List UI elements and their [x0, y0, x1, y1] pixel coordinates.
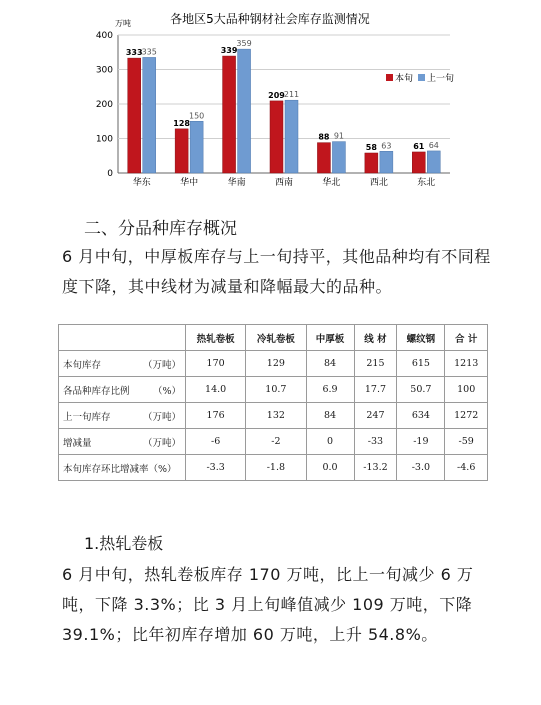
bar-value-label: 64: [428, 140, 439, 150]
legend-label: 本旬: [395, 74, 414, 84]
table-header: 螺纹钢: [397, 325, 445, 351]
bar-previous: [285, 100, 298, 173]
table-cell: -19: [397, 429, 445, 455]
table-cell: -59: [445, 429, 488, 455]
x-category-label: 华南: [227, 178, 246, 188]
legend-label: 上一旬: [427, 74, 455, 84]
table-cell: -4.6: [445, 455, 488, 481]
table-cell: 14.0: [186, 377, 246, 403]
x-category-label: 西南: [274, 178, 294, 188]
x-category-label: 华北: [322, 178, 341, 188]
table-row: [59, 403, 488, 429]
table-cell: 215: [354, 351, 397, 377]
x-category-label: 华中: [180, 178, 199, 188]
y-tick-label: 400: [95, 31, 113, 41]
x-category-label: 西北: [369, 178, 388, 188]
bar-value-label: 63: [381, 141, 392, 151]
table-row: [59, 455, 488, 481]
table-header: 合 计: [445, 325, 488, 351]
table-cell: -1.8: [246, 455, 306, 481]
section-title: 二、分品种库存概况: [84, 219, 237, 239]
table-row: [59, 429, 488, 455]
table-cell: 170: [186, 351, 246, 377]
row-label: [59, 351, 186, 377]
table-cell: 84: [306, 403, 354, 429]
inventory-table: [58, 324, 488, 481]
y-axis-unit: 万吨: [115, 19, 131, 28]
paragraph-intro: [62, 242, 502, 302]
table-cell: 247: [354, 403, 397, 429]
table-cell: 6.9: [306, 377, 354, 403]
table-header: 热轧卷板: [186, 325, 246, 351]
table-cell: -2: [246, 429, 306, 455]
table-cell: 132: [246, 403, 306, 429]
table-cell: 634: [397, 403, 445, 429]
row-label: [59, 403, 186, 429]
y-tick-label: 200: [95, 100, 113, 110]
row-label-text: 各品种库存比例: [63, 385, 130, 397]
row-label-text: 本旬库存: [63, 359, 102, 371]
bar-previous: [143, 57, 156, 173]
bar-current: [128, 58, 141, 173]
bar-value-label: 359: [236, 39, 252, 49]
table-corner-cell: [59, 325, 186, 351]
table-cell: 615: [397, 351, 445, 377]
bar-previous: [427, 151, 440, 173]
bar-previous: [380, 151, 393, 173]
table-cell: -3.0: [397, 455, 445, 481]
bar-current: [317, 143, 330, 173]
table-cell: 17.7: [354, 377, 397, 403]
bar-current: [270, 101, 283, 173]
row-label: [59, 429, 186, 455]
x-category-label: 华东: [132, 178, 151, 188]
table-cell: 84: [306, 351, 354, 377]
bar-current: [223, 56, 236, 173]
table-header: 中厚板: [306, 325, 354, 351]
row-label: [59, 377, 186, 403]
bar-current: [412, 152, 425, 173]
bar-value-label: 333: [125, 48, 143, 58]
bar-value-label: 91: [333, 131, 345, 141]
bar-value-label: 339: [220, 46, 238, 56]
bar-previous: [332, 142, 345, 173]
bar-value-label: 58: [365, 142, 377, 152]
paragraph-intro-text: 6 月中旬，中厚板库存与上一旬持平，其他品种均有不同程度下降，其中线材为减量和降幅最大的品种。: [62, 247, 491, 296]
paragraph-hot-rolled-text: 6 月中旬，热轧卷板库存 170 万吨，比上一旬减少 6 万吨，下降 3.3%；比 3 月上旬峰值减少 109 万吨，下降 39.1%；比年初库存增加 60 万吨，上升 54.8%。: [62, 565, 474, 644]
table-cell: 100: [445, 377, 488, 403]
table-header: 冷轧卷板: [246, 325, 306, 351]
row-label-text: 上一旬库存: [63, 411, 111, 423]
table-cell: 10.7: [246, 377, 306, 403]
row-label-text: 增减量: [63, 437, 92, 449]
inventory-bar-chart: [0, 0, 541, 210]
table-cell: -13.2: [354, 455, 397, 481]
bar-current: [175, 129, 188, 173]
row-unit: （%）: [152, 385, 181, 397]
table-cell: -3.3: [186, 455, 246, 481]
bar-value-label: 150: [189, 111, 205, 121]
row-label: [59, 455, 186, 481]
bar-value-label: 61: [413, 141, 425, 151]
table-cell: 50.7: [397, 377, 445, 403]
table-cell: 0: [306, 429, 354, 455]
row-unit: （万吨）: [142, 437, 181, 449]
bar-previous: [190, 121, 203, 173]
row-unit: （万吨）: [142, 359, 181, 371]
table-cell: 1272: [445, 403, 488, 429]
table-cell: -33: [354, 429, 397, 455]
bar-value-label: 88: [318, 132, 330, 142]
table-cell: -6: [186, 429, 246, 455]
x-category-label: 东北: [417, 178, 436, 188]
bar-value-label: 128: [173, 118, 190, 128]
paragraph-hot-rolled: [62, 560, 502, 650]
y-tick-label: 100: [95, 134, 113, 145]
chart-title: 各地区5大品种钢材社会库存监测情况: [170, 12, 370, 26]
row-unit: （万吨）: [142, 411, 181, 423]
bar-previous: [238, 49, 251, 173]
table-row: [59, 351, 488, 377]
table-row: [59, 377, 488, 403]
bar-value-label: 209: [268, 90, 285, 100]
table-cell: 0.0: [306, 455, 354, 481]
y-tick-label: 300: [95, 65, 113, 76]
bar-current: [365, 153, 378, 173]
bar-value-label: 211: [283, 90, 300, 100]
subsection-title: 1.热轧卷板: [84, 534, 164, 553]
table-cell: 176: [186, 403, 246, 429]
row-label-text: 本旬库存环比增减率（%）: [63, 463, 177, 475]
table-header: 线 材: [354, 325, 397, 351]
table-cell: 1213: [445, 351, 488, 377]
table-header-row: [59, 325, 488, 351]
bar-value-label: 335: [141, 47, 157, 57]
legend-swatch: [386, 74, 393, 81]
y-tick-label: 0: [107, 169, 113, 179]
table-cell: 129: [246, 351, 306, 377]
legend-swatch: [418, 74, 425, 81]
